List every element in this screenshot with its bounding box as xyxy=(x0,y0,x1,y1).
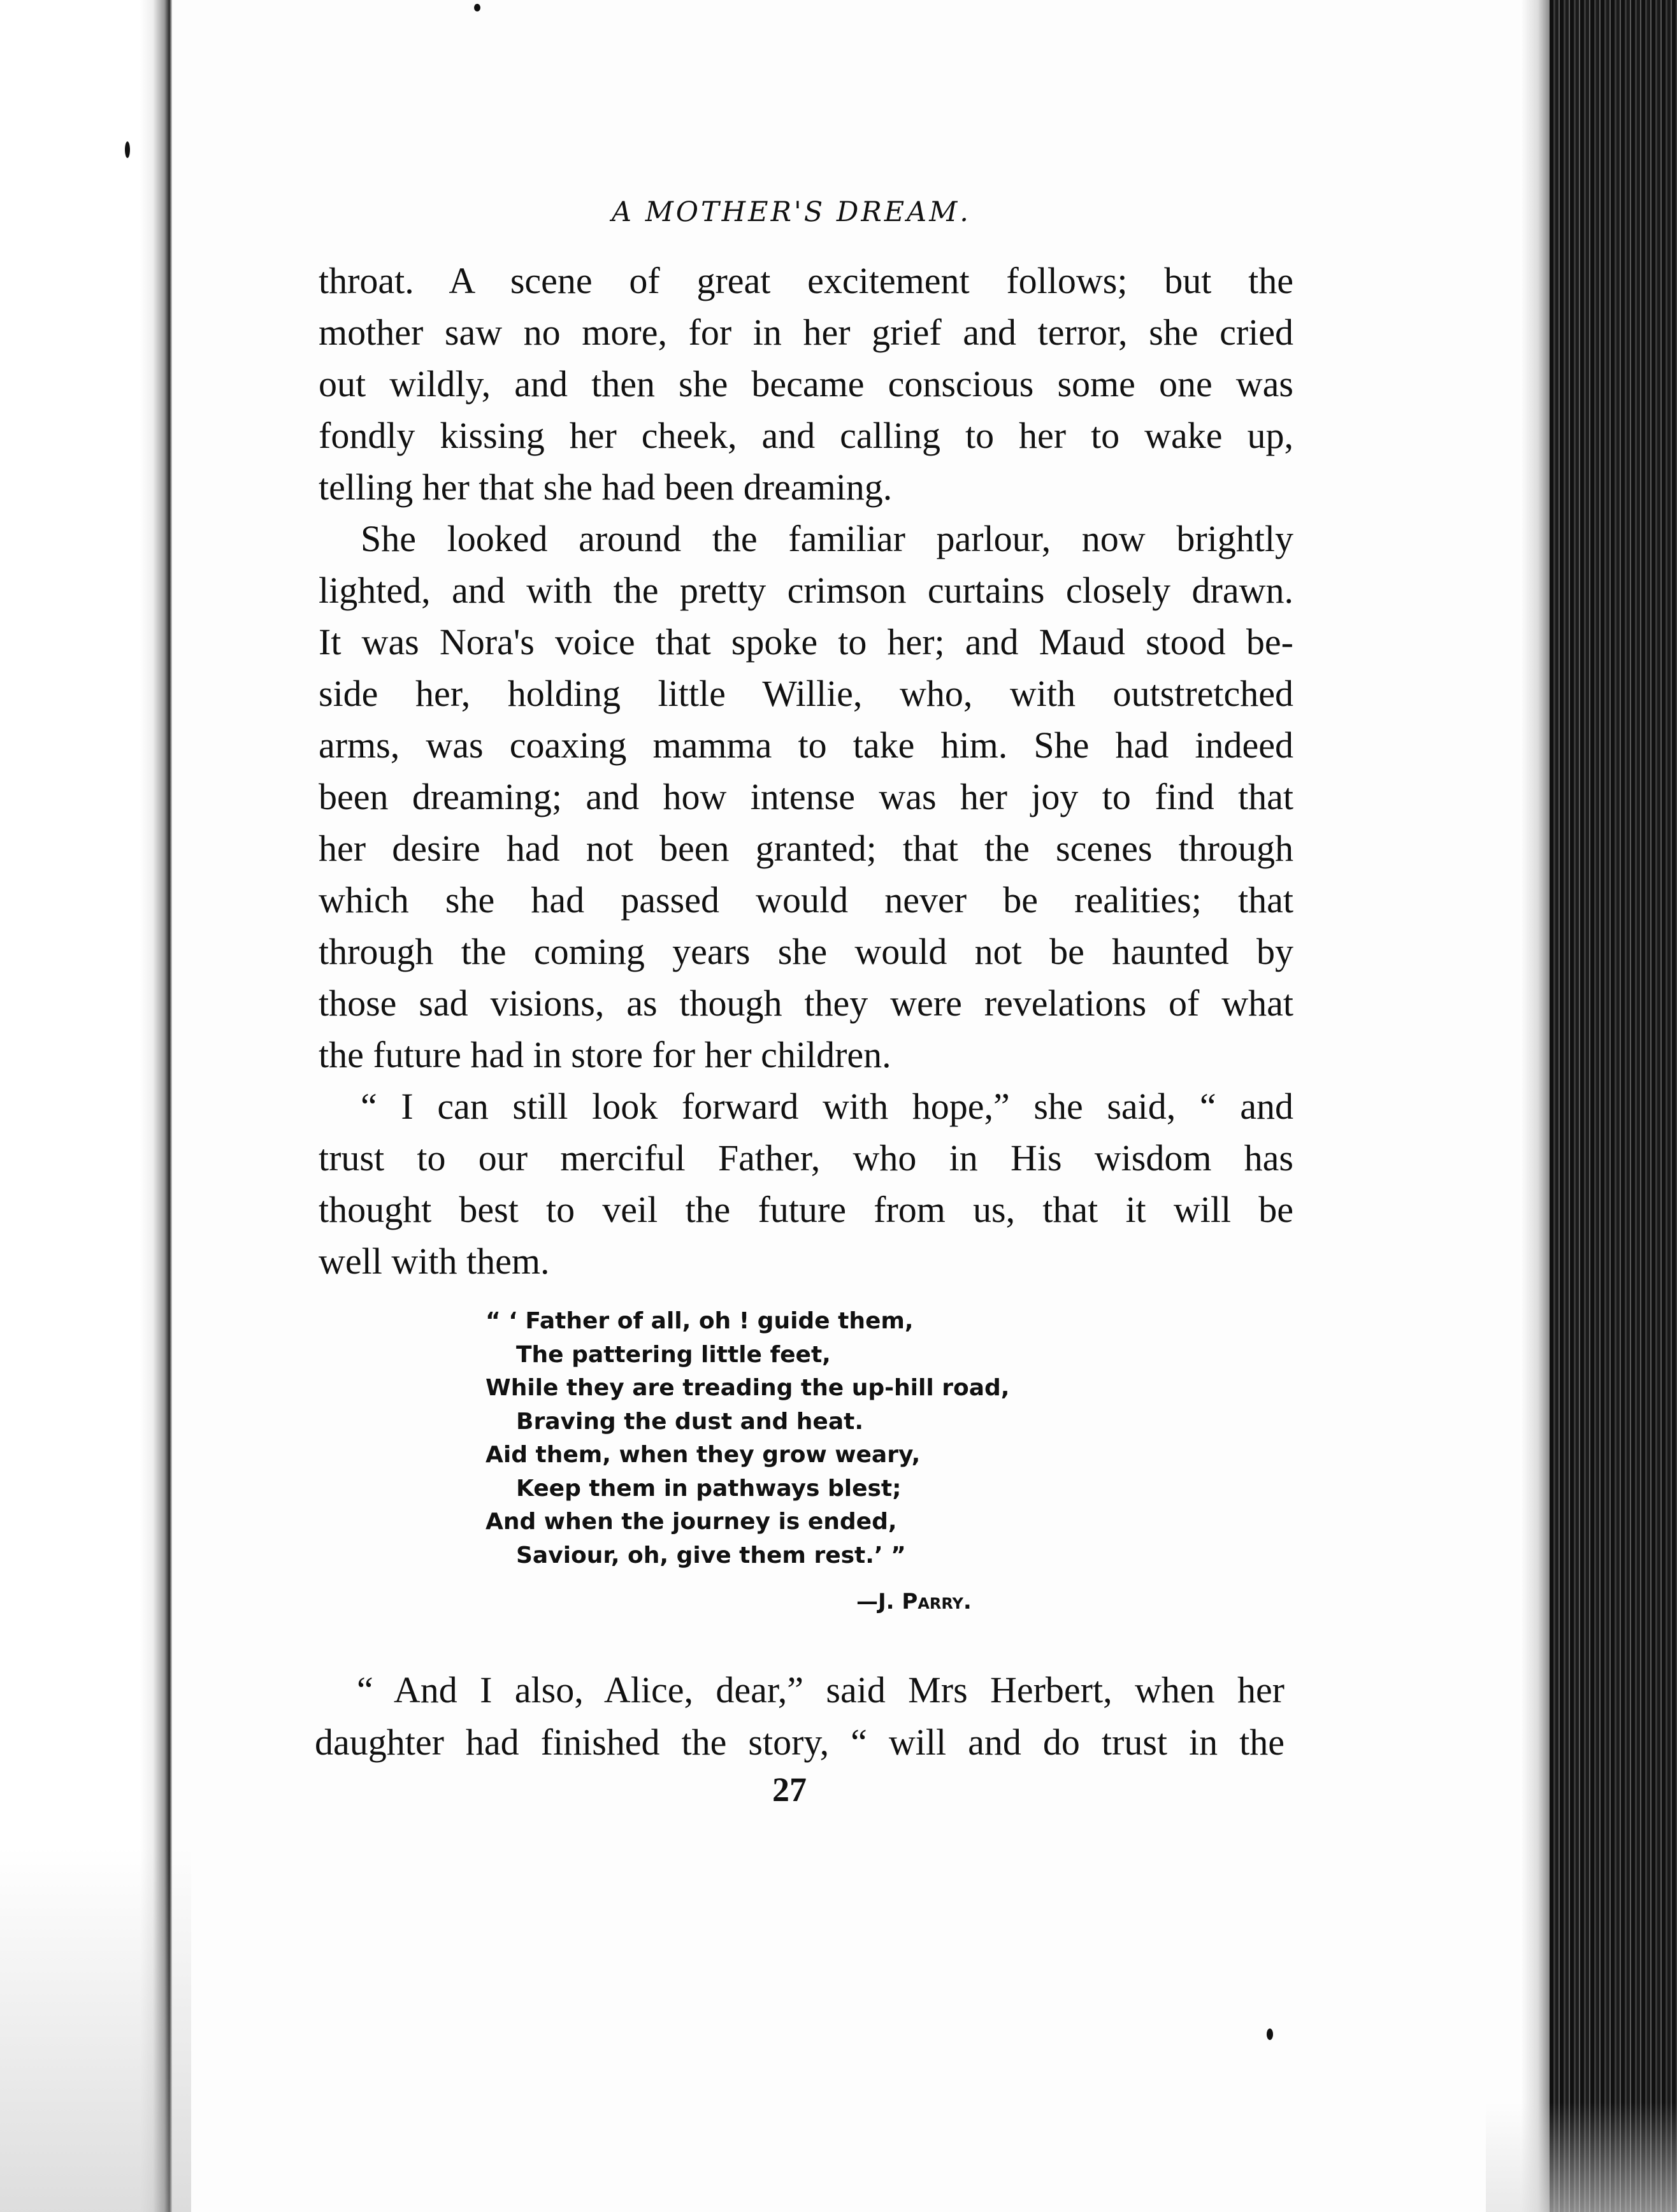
text-line: the future had in store for her children. xyxy=(319,1034,891,1075)
verse-attribution: —J. Parry. xyxy=(856,1589,972,1614)
fore-edge-shadow xyxy=(1486,2102,1677,2212)
verse-line: While they are treading the up-hill road, xyxy=(486,1375,1010,1401)
text-line: “ And I also, Alice, dear,” said Mrs Herbert, when her xyxy=(357,1669,1285,1711)
body-text xyxy=(319,255,1293,1287)
text-line: telling her that she had been dreaming. xyxy=(319,466,893,508)
scan-speck xyxy=(474,4,480,11)
verse-line: The pattering little feet, xyxy=(516,1341,831,1368)
text-line: arms, was coaxing mamma to take him. She had indeed xyxy=(319,724,1293,766)
verse-line: “ ‘ Father of all, oh ! guide them, xyxy=(486,1308,914,1334)
text-line: She looked around the familiar parlour, now brightly xyxy=(361,518,1293,559)
text-line: side her, holding little Willie, who, with outstretched xyxy=(319,673,1293,714)
verse-quotation xyxy=(486,1305,1009,1572)
text-line: It was Nora's voice that spoke to her; and Maud stood be- xyxy=(319,621,1293,663)
text-line: out wildly, and then she became conscious some one was xyxy=(319,363,1293,405)
paragraph xyxy=(315,1664,1285,1769)
scan-speck xyxy=(125,141,130,158)
paragraph xyxy=(319,255,1293,513)
text-line: daughter had finished the story, “ will and do trust in the xyxy=(315,1721,1285,1763)
page-edge-highlight xyxy=(1520,0,1550,2212)
text-line: mother saw no more, for in her grief and terror, she cried xyxy=(319,312,1293,353)
text-line: well with them. xyxy=(319,1240,550,1282)
scan-speck xyxy=(1267,2029,1273,2040)
paragraph xyxy=(319,1081,1293,1287)
gutter-shadow xyxy=(0,1848,191,2212)
text-line: thought best to veil the future from us, that it will be xyxy=(319,1189,1293,1230)
text-line: her desire had not been granted; that the scenes through xyxy=(319,828,1293,869)
text-line: which she had passed would never be realities; that xyxy=(319,879,1293,921)
page-number: 27 xyxy=(772,1770,807,1809)
verse-line: And when the journey is ended, xyxy=(486,1509,897,1535)
paragraph xyxy=(319,513,1293,1081)
text-line: those sad visions, as though they were revelations of what xyxy=(319,982,1293,1024)
text-line: “ I can still look forward with hope,” she said, “ and xyxy=(361,1086,1293,1127)
text-line: fondly kissing her cheek, and calling to her to wake up, xyxy=(319,415,1293,456)
verse-line: Saviour, oh, give them rest.’ ” xyxy=(516,1542,906,1569)
verse-line: Braving the dust and heat. xyxy=(516,1408,864,1435)
text-line: lighted, and with the pretty crimson curtains closely drawn. xyxy=(319,570,1293,611)
verse-line: Aid them, when they grow weary, xyxy=(486,1442,921,1468)
text-line: through the coming years she would not be haunted by xyxy=(319,931,1293,972)
text-line: trust to our merciful Father, who in His wisdom has xyxy=(319,1137,1293,1179)
text-line: been dreaming; and how intense was her joy to find that xyxy=(319,776,1293,817)
body-text-continued xyxy=(315,1664,1285,1769)
running-head: A MOTHER'S DREAM. xyxy=(612,196,971,228)
verse-line: Keep them in pathways blest; xyxy=(516,1475,902,1502)
book-fore-edge xyxy=(1550,0,1677,2212)
text-line: throat. A scene of great excitement follows; but the xyxy=(319,260,1293,301)
